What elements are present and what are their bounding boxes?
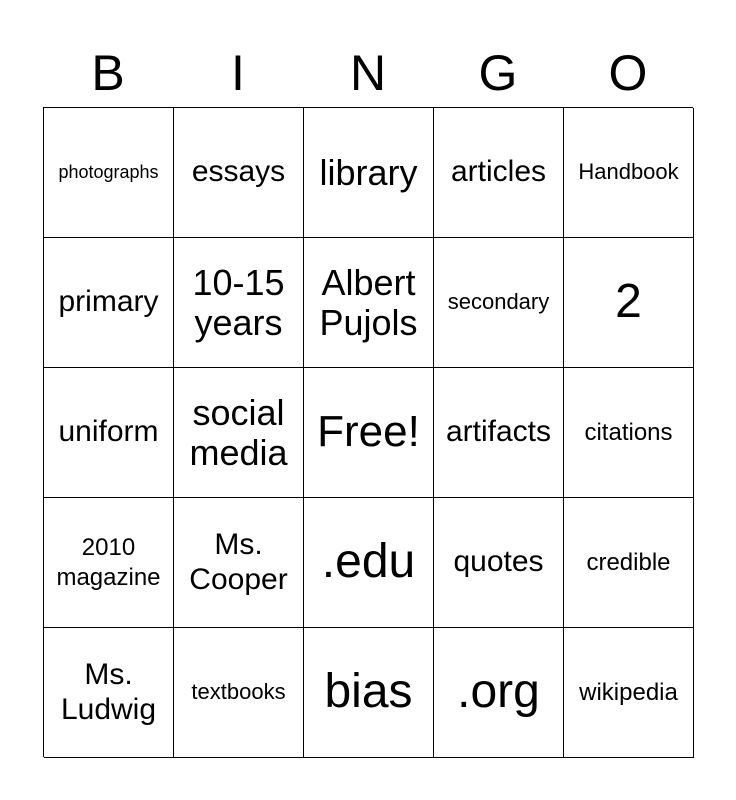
cell-text: Ms. Cooper [189, 528, 288, 596]
bingo-cell-r5-c5[interactable] [564, 628, 694, 758]
bingo-cell-r3-c4[interactable] [434, 368, 564, 498]
cell-text: bias [324, 665, 413, 719]
header-letter-o: O [608, 45, 648, 101]
bingo-cell-r4-c1[interactable] [44, 498, 174, 628]
bingo-cell-r2-c3[interactable] [304, 238, 434, 368]
cell-text: essays [191, 155, 286, 189]
bingo-cell-r3-c2[interactable] [174, 368, 304, 498]
bingo-cell-r1-c5[interactable] [564, 108, 694, 238]
cell-text: social media [189, 391, 288, 473]
cell-text: uniform [58, 415, 159, 449]
cell-text: articles [450, 155, 547, 189]
bingo-cell-r4-c4[interactable] [434, 498, 564, 628]
bingo-cell-r4-c2[interactable] [174, 498, 304, 628]
bingo-header [43, 40, 693, 106]
cell-text: 2 [615, 275, 642, 329]
cell-text: credible [586, 548, 671, 576]
cell-text: quotes [453, 545, 544, 579]
bingo-cell-r2-c5[interactable] [564, 238, 694, 368]
cell-text: photographs [58, 162, 159, 183]
cell-text: Ms. Ludwig [60, 658, 157, 726]
cell-text: artifacts [445, 415, 552, 449]
header-letter-i: I [231, 45, 245, 101]
cell-text: 2010 magazine [56, 533, 161, 591]
bingo-cell-r1-c2[interactable] [174, 108, 304, 238]
bingo-cell-r2-c1[interactable] [44, 238, 174, 368]
cell-text: citations [584, 418, 673, 446]
bingo-cell-r4-c5[interactable] [564, 498, 694, 628]
bingo-cell-r1-c4[interactable] [434, 108, 564, 238]
header-letter-g: G [478, 45, 518, 101]
cell-text: 10-15 years [192, 261, 285, 343]
cell-text: .edu [321, 535, 416, 589]
bingo-cell-r2-c4[interactable] [434, 238, 564, 368]
cell-text: secondary [447, 289, 550, 315]
bingo-cell-r5-c4[interactable] [434, 628, 564, 758]
bingo-cell-r2-c2[interactable] [174, 238, 304, 368]
bingo-cell-r3-c5[interactable] [564, 368, 694, 498]
free-space-text: Free! [317, 407, 420, 457]
cell-text: wikipedia [579, 678, 678, 706]
bingo-cell-r5-c2[interactable] [174, 628, 304, 758]
bingo-grid [43, 107, 693, 757]
bingo-cell-r1-c1[interactable] [44, 108, 174, 238]
bingo-cell-r1-c3[interactable] [304, 108, 434, 238]
bingo-cell-r5-c3[interactable] [304, 628, 434, 758]
cell-text: Handbook [578, 159, 679, 185]
bingo-cell-r5-c1[interactable] [44, 628, 174, 758]
cell-text: .org [457, 665, 540, 719]
cell-text: library [319, 151, 418, 193]
bingo-cell-r3-c1[interactable] [44, 368, 174, 498]
header-letter-n: N [349, 45, 387, 101]
cell-text: textbooks [191, 679, 286, 705]
cell-text: primary [58, 285, 159, 319]
bingo-cell-r4-c3[interactable] [304, 498, 434, 628]
cell-text: Albert Pujols [319, 261, 418, 343]
header-letter-b: B [91, 45, 125, 101]
bingo-cell-free-space[interactable] [304, 368, 434, 498]
